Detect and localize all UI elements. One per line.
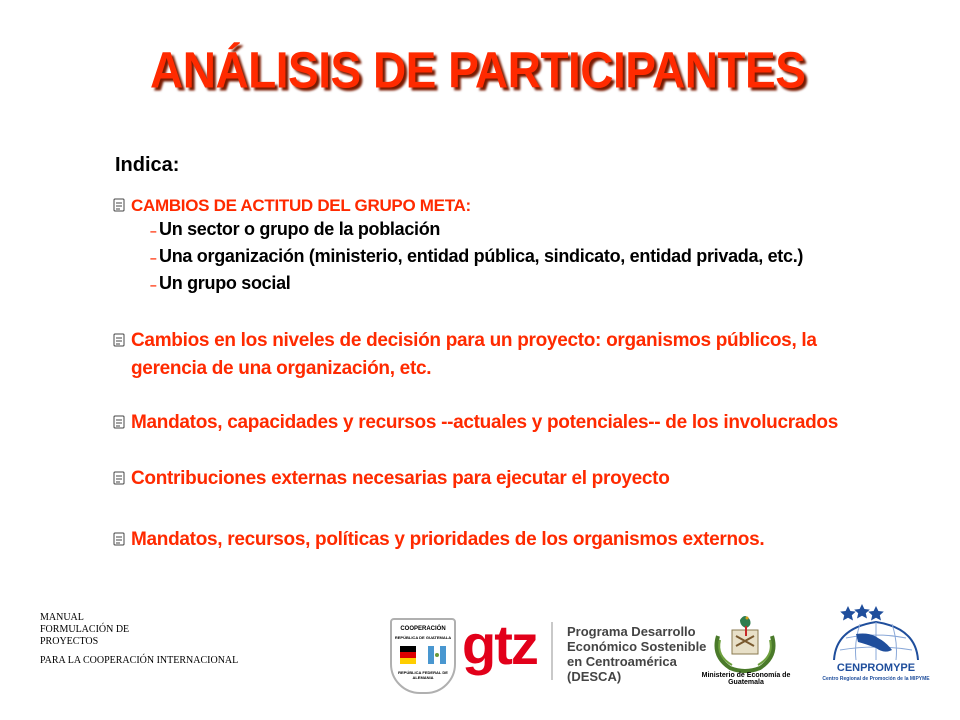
bullet-item	[113, 466, 670, 491]
bullet-text: Cambios en los niveles de decisión para un proyecto: organismos públicos, la	[131, 330, 817, 351]
germany-flag-icon	[400, 646, 416, 664]
coop-title: COOPERACIÓN	[400, 626, 446, 632]
sub-item: – Un grupo social	[150, 273, 291, 293]
guatemala-flag-icon	[428, 646, 446, 664]
program-line: Programa Desarrollo	[567, 624, 696, 639]
bullet-text: gerencia de una organización, etc.	[131, 358, 432, 379]
guatemala-coat-of-arms-icon	[706, 606, 784, 674]
footer-line: PROYECTOS	[40, 636, 99, 647]
bullet-item	[113, 193, 471, 218]
bullet-item	[113, 527, 764, 552]
sub-item-text: Un sector o grupo de la población	[159, 219, 441, 239]
intro-label: Indica:	[115, 154, 180, 176]
footer-line: PARA LA COOPERACIÓN INTERNACIONAL	[40, 655, 239, 666]
sub-item: – Una organización (ministerio, entidad pública, sindicato, entidad privada, etc.)	[150, 246, 804, 266]
gtz-logo: gtz	[462, 613, 537, 676]
sub-item: – Un sector o grupo de la población	[150, 219, 441, 239]
footer-line: MANUAL	[40, 612, 84, 623]
bullet-icon	[113, 333, 125, 347]
bullet-icon	[113, 471, 125, 485]
bullet-item	[113, 410, 838, 435]
program-line: (DESCA)	[567, 669, 622, 684]
desca-program-label	[567, 624, 706, 684]
bullet-text: CAMBIOS DE ACTITUD DEL GRUPO META:	[131, 196, 471, 215]
mineco-caption: Ministerio de Economía de Guatemala	[701, 672, 791, 686]
bullet-text: Contribuciones externas necesarias para ejecutar el proyecto	[131, 468, 670, 489]
bullet-continuation	[131, 356, 431, 381]
sub-item-text: Un grupo social	[159, 273, 291, 293]
bullet-icon	[113, 415, 125, 429]
bullet-text: Mandatos, recursos, políticas y prioridades de los organismos externos.	[131, 529, 765, 550]
logo-divider	[551, 622, 553, 680]
coop-bottom: REPÚBLICA FEDERAL DE ALEMANIA	[398, 670, 448, 680]
cenpromype-caption: Centro Regional de Promoción de la MIPYME	[822, 676, 930, 682]
bullet-icon	[113, 198, 125, 212]
footer-line: FORMULACIÓN DE	[40, 624, 130, 635]
coop-subtitle: REPÚBLICA DE GUATEMALA	[394, 635, 452, 640]
cooperacion-logo	[390, 618, 456, 694]
slide-title: ANÁLISIS DE PARTICIPANTES	[150, 41, 806, 99]
sub-item-text: Una organización (ministerio, entidad pública, sindicato, entidad privada, etc.)	[159, 246, 804, 266]
program-line: en Centroamérica	[567, 654, 677, 669]
bullet-icon	[113, 532, 125, 546]
bullet-item	[113, 328, 817, 353]
bullet-text: Mandatos, capacidades y recursos --actuales y potenciales-- de los involucrados	[131, 412, 838, 433]
cenpromype-name: CENPROMYPE	[836, 662, 916, 674]
program-line: Económico Sostenible	[567, 639, 707, 654]
